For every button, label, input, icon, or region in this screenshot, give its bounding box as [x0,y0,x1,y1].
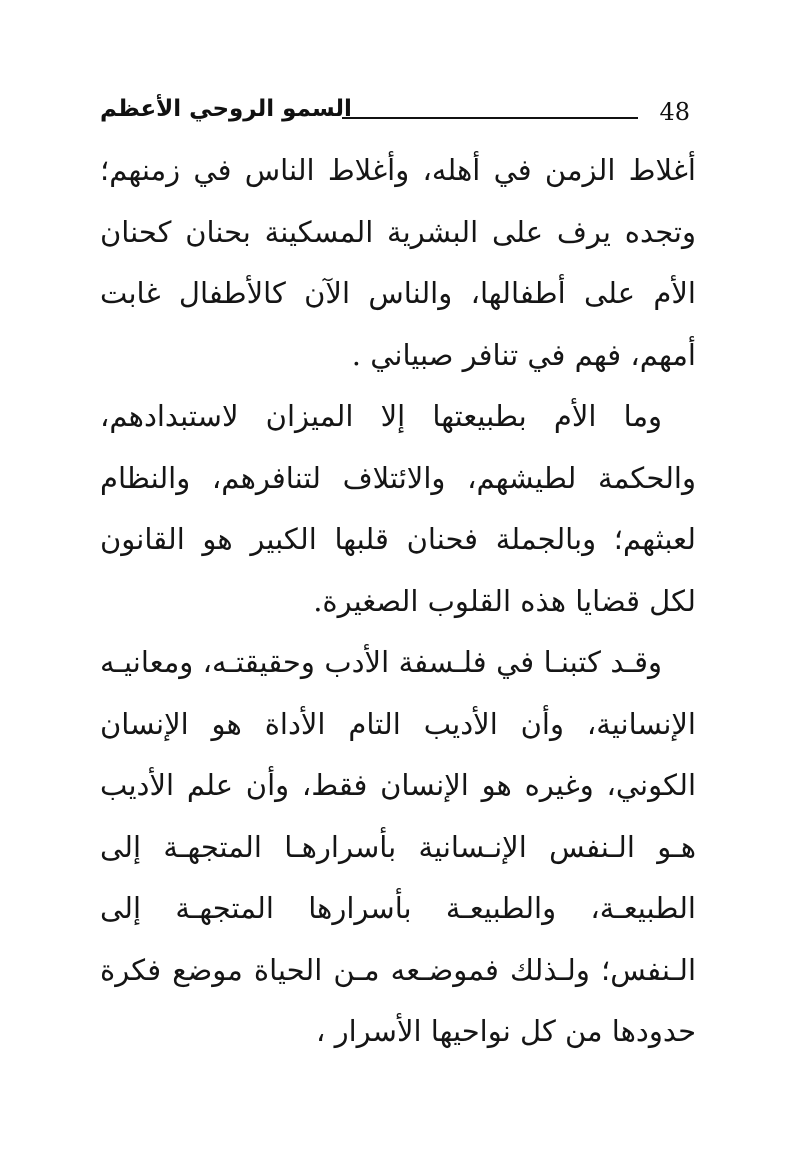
paragraph-continued: أغلاط الزمن في أهله، وأغلاط الناس في زمنهم؛ وتجده يرف على البشرية المسكينة بحنان كحنان الأم على أطفالها، والناس الآن كالأطفال غابت أمهم، فهم في تنافر صبياني . [100,153,696,372]
running-header [100,94,690,134]
paragraph: وما الأم بطبيعتها إلا الميزان لاستبدادهم، والحكمة لطيشهم، والائتلاف لتنافرهم، والنظام لعبثهم؛ وبالجملة فحنان قلبها الكبير هو القانون لكل قضايا هذه القلوب الصغيرة. [100,399,696,618]
body-text [100,140,696,1063]
page-number: 48 [659,98,690,126]
header-rule [342,117,638,119]
running-title: السمو الروحي الأعظم [100,96,352,122]
paragraph: وقـد كتبنـا في فلـسفة الأدب وحقيقتـه، ومعانيـه الإنسانية، وأن الأديب التام الأداة هو الإنسان الكوني، وغيره هو الإنسان فقط، وأن علم الأديب هـو الـنفس الإنـسانية بأسرارهـا المتجهـة إلى الطبيعـة، والطبيعـة بأسرارها المتجهـة إلى الـنفس؛ ولـذلك فموضـعه مـن الحياة موضع فكرة حدودها من كل نواحيها الأسرار ، [100,645,696,1048]
